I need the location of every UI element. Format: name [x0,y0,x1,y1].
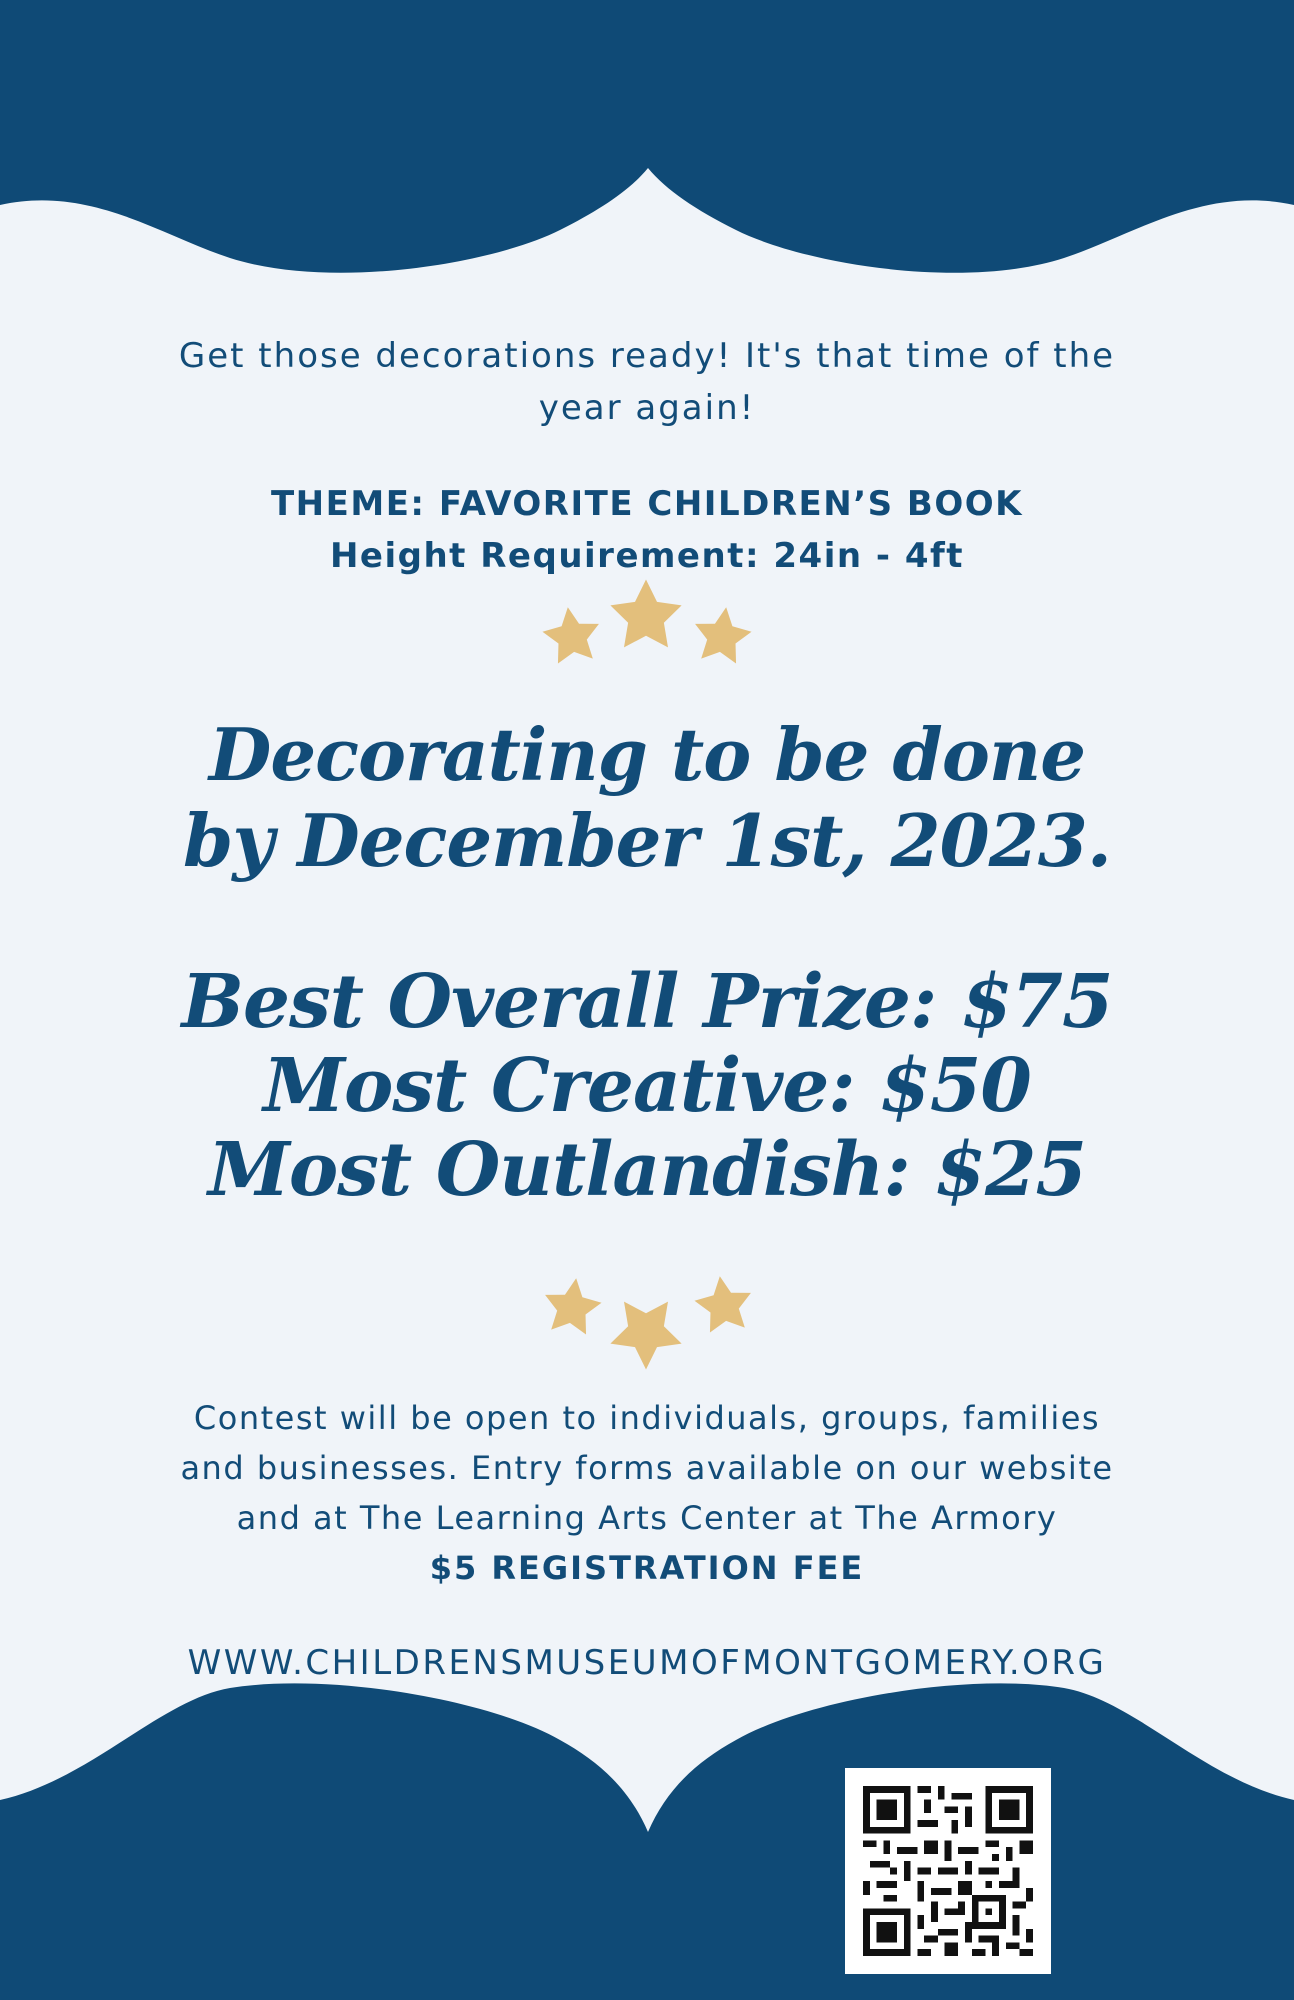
star-icon [690,603,754,665]
qr-code-icon [863,1786,1033,1956]
prize-most-creative: Most Creative: $50 [263,1043,1031,1129]
bottom-stars [530,1270,770,1380]
registration-fee: $5 REGISTRATION FEE [429,1549,865,1587]
contest-line-1: Contest will be open to individuals, groups, families [193,1399,1101,1437]
headline-line-2: by December 1st, 2023. [183,798,1111,883]
top-stars [530,575,770,675]
qr-code[interactable] [845,1768,1051,1974]
website-link[interactable]: WWW.CHILDRENSMUSEUMOFMONTGOMERY.ORG [187,1643,1107,1683]
intro-text [0,330,1294,434]
star-icon [540,1274,604,1336]
headline-line-1: Decorating to be done [208,712,1086,797]
theme-block [0,478,1294,582]
star-icon [540,603,604,665]
prize-best-overall: Best Overall Prize: $75 [181,959,1113,1045]
theme-line: THEME: FAVORITE CHILDREN’S BOOK [270,484,1024,524]
intro-line-1: Get those decorations ready! It's that time of the [178,336,1116,376]
contest-line-3: and at The Learning Arts Center at The Armory [236,1499,1058,1537]
star-icon [610,580,681,648]
star-icon [610,1302,681,1370]
prize-most-outlandish: Most Outlandish: $25 [207,1127,1087,1213]
contest-line-2: and businesses. Entry forms available on our website [180,1449,1114,1487]
deadline-headline [0,712,1294,884]
star-icon [692,1272,756,1334]
prize-list [0,960,1294,1212]
intro-line-2: year again! [538,388,756,428]
contest-details [0,1393,1294,1593]
height-requirement: Height Requirement: 24in - 4ft [329,536,965,576]
